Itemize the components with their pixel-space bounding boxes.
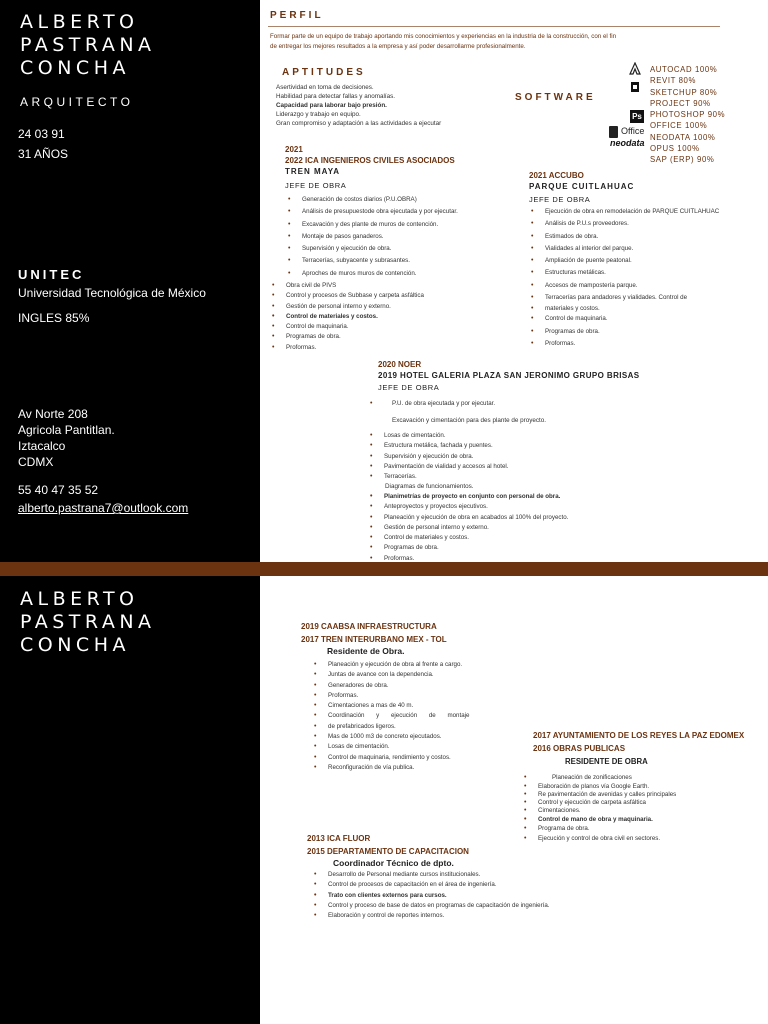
list-item: • Terracerías, subyacente y subrasantes. — [286, 255, 458, 267]
list-item: • Programas de obra. — [270, 332, 424, 342]
galeria-year: 2020 NOER — [378, 360, 422, 369]
list-item: • Accesos de mampostería parque. — [529, 280, 719, 292]
list-item: • Supervisión y ejecución de obra. — [286, 243, 458, 255]
list-item: • Control de maquinaria. — [270, 322, 424, 332]
sidebar — [0, 0, 260, 1024]
age: 31 AÑOS — [18, 147, 69, 161]
list-item: • Control de materiales y costos. — [270, 312, 424, 322]
list-item: • Supervisión y ejecución de obra. — [368, 452, 509, 462]
office-icon — [609, 125, 649, 149]
aptitude-item: Habilidad para detectar fallas y anomalías. — [276, 93, 396, 100]
list-item: • Planeación de zonificaciones — [522, 773, 676, 783]
list-item: • Coordinación y ejecución de montaje — [312, 711, 469, 721]
list-item: • Análisis de P.U.s proveedores. — [529, 218, 719, 230]
address-line-3: Iztacalco — [18, 439, 66, 453]
reyes-list — [522, 773, 676, 844]
aptitude-item: Asertividad en toma de decisiones. — [276, 84, 374, 91]
address-line-1: Av Norte 208 — [18, 407, 88, 421]
list-item: • Programa de obra. — [522, 824, 676, 833]
ica-year: 2021 — [285, 145, 303, 154]
aptitudes-title: APTITUDES — [282, 67, 366, 78]
phone: 55 40 47 35 52 — [18, 483, 99, 497]
list-item: • Planeación y ejecución de obra en acabados al 100% del proyecto. — [368, 513, 568, 523]
list-item: • Control de maquinaria, rendimiento y costos. — [312, 753, 469, 763]
list-item: • Vialidades al interior del parque. — [529, 243, 719, 255]
list-item: • Gestión de personal interno y externo. — [270, 302, 424, 312]
neodata-label: neodata — [610, 138, 645, 148]
list-item-cont: • de prefabricados ligeros. — [312, 722, 469, 732]
ica-project: TREN MAYA — [285, 167, 341, 176]
aptitude-item: Liderazgo y trabajo en equipo. — [276, 111, 361, 118]
fluor-company: 2015 DEPARTAMENTO DE CAPACITACION — [307, 847, 469, 856]
perfil-text-2: de entregar los mejores resultados a la empresa y así poder desarrollarme profesionalmente. — [270, 43, 526, 50]
list-item: • Losas de cimentación. — [312, 742, 469, 752]
list-item: • Generación de costos diarios (P.U.OBRA) — [286, 194, 458, 206]
caabsa-header — [301, 621, 447, 657]
list-item: • Ejecución de obra en remodelación de PARQUE CUITLAHUAC — [529, 206, 719, 218]
list-item: • Mas de 1000 m3 de concreto ejecutados. — [312, 732, 469, 742]
list-item: • Control de materiales y costos. — [368, 533, 568, 543]
galeria-item-dash: Diagramas de funcionamientos. — [385, 483, 474, 490]
software-item: NEODATA 100% — [650, 132, 716, 142]
list-item: • Proformas. — [270, 343, 424, 353]
list-item: • Proformas. — [529, 338, 719, 350]
ica-position: JEFE DE OBRA — [285, 181, 347, 190]
list-item: • Cimentaciones. — [522, 807, 676, 815]
list-item: • Elaboración de planos vía Google Earth. — [522, 783, 676, 791]
list-item: • Juntas de avance con la dependencia. — [312, 670, 469, 680]
software-item: SAP (ERP) 90% — [650, 155, 715, 165]
list-item: • P.U. de obra ejecutada y por ejecutar. — [368, 398, 495, 410]
school-abbr: UNITEC — [18, 267, 85, 282]
aptitude-item: Gran compromiso y adaptación a las actividades a ejecutar — [276, 120, 442, 127]
divider-band — [0, 562, 768, 576]
list-item: • Terracerías. — [368, 472, 509, 482]
list-item: • Control y procesos de Subbase y carpeta asfáltica — [270, 291, 424, 301]
list-item: • Estructura metálica, fachada y puentes. — [368, 441, 509, 451]
list-item: • Planeación y ejecución de obra al frente a cargo. — [312, 660, 469, 670]
office-label: Office — [621, 126, 645, 136]
galeria-position: JEFE DE OBRA — [378, 383, 440, 392]
sketchup-icon — [628, 80, 642, 94]
list-item: • Control y ejecución de carpeta asfáltica — [522, 799, 676, 807]
name-line-1-page-2: ALBERTO — [20, 588, 139, 610]
list-item: • Anteproyectos y proyectos ejecutivos. — [368, 502, 568, 512]
name-line-2: PASTRANA — [20, 34, 156, 56]
list-item: • Elaboración y control de reportes internos. — [312, 911, 550, 921]
caabsa-year: 2019 CAABSA INFRAESTRUCTURA — [301, 622, 437, 631]
list-item: • Cimentaciones a mas de 40 m. — [312, 701, 469, 711]
reyes-year: 2017 AYUNTAMIENTO DE LOS REYES LA PAZ EDOMEX — [533, 731, 745, 740]
list-item: • Ejecución y control de obra civil en sectores. — [522, 833, 676, 844]
address-line-2: Agricola Pantitlan. — [18, 423, 115, 437]
software-item: OFFICE 100% — [650, 121, 708, 131]
list-item: • Generadores de obra. — [312, 681, 469, 691]
list-item: • Programas de obra. — [368, 543, 568, 553]
list-item: • Losas de cimentación. — [368, 431, 509, 441]
reyes-header — [533, 730, 744, 768]
software-item: PHOTOSHOP 90% — [650, 110, 726, 120]
list-item: • Programas de obra. — [529, 326, 719, 338]
birth-date: 24 03 91 — [18, 127, 65, 141]
galeria-list — [368, 431, 509, 482]
perfil-rule — [268, 26, 720, 27]
software-item: OPUS 100% — [650, 144, 700, 154]
software-item: PROJECT 90% — [650, 98, 711, 108]
accubo-header — [529, 170, 634, 205]
galeria-header — [378, 359, 640, 393]
accubo-list — [529, 206, 719, 350]
email-link[interactable]: alberto.pastrana7@outlook.com — [18, 501, 189, 515]
software-item: SKETCHUP 80% — [650, 87, 718, 97]
list-item: • Proformas. — [312, 691, 469, 701]
school-name: Universidad Tecnológica de México — [18, 286, 206, 300]
list-item: • Control de mano de obra y maquinaria. — [522, 815, 676, 824]
list-item: • Estimados de obra. — [529, 231, 719, 243]
name-line-3-page-2: CONCHA — [20, 634, 130, 656]
office-logo-icon — [609, 126, 618, 138]
list-item: • Montaje de pasos ganaderos. — [286, 231, 458, 243]
reyes-position: RESIDENTE DE OBRA — [565, 757, 648, 766]
galeria-list-2 — [368, 492, 568, 564]
software-item: REVIT 80% — [650, 76, 696, 86]
address-line-4: CDMX — [18, 455, 54, 469]
list-item: • Pavimentación de vialidad y accesos al hotel. — [368, 462, 509, 472]
galeria-item-second: Excavación y cimentación para des plante de proyecto. — [392, 417, 547, 424]
fluor-header — [307, 833, 469, 869]
list-item-cont: • materiales y costos. — [529, 304, 719, 313]
role-title: ARQUITECTO — [20, 95, 134, 109]
fluor-position: Coordinador Técnico de dpto. — [333, 858, 454, 868]
galeria-company: 2019 HOTEL GALERIA PLAZA SAN JERONIMO GRUPO BRISAS — [378, 371, 640, 380]
ica-company: 2022 ICA INGENIEROS CIVILES ASOCIADOS — [285, 156, 455, 165]
list-item: • Re pavimentación de avenidas y calles principales — [522, 791, 676, 799]
list-item: • Desarrollo de Personal mediante cursos institucionales. — [312, 870, 550, 880]
list-item: • Ampliación de puente peatonal. — [529, 255, 719, 267]
accubo-position: JEFE DE OBRA — [529, 195, 591, 204]
name-line-1: ALBERTO — [20, 11, 139, 33]
list-item: • Proformas. — [368, 554, 568, 564]
fluor-list — [312, 870, 550, 921]
list-item: • Control de maquinaria. — [529, 313, 719, 325]
software-title: SOFTWARE — [515, 92, 596, 103]
ica-header — [285, 144, 455, 191]
list-item: • Gestión de personal interno y externo. — [368, 523, 568, 533]
list-item: • Obra civil de PIVS — [270, 281, 424, 291]
list-item: • Aproches de muros muros de contención. — [286, 268, 458, 280]
accubo-project: PARQUE CUITLAHUAC — [529, 182, 635, 191]
autocad-icon — [628, 62, 642, 76]
reyes-company: 2016 OBRAS PUBLICAS — [533, 744, 626, 753]
list-item: • Trato con clientes externos para cursos. — [312, 891, 550, 901]
list-item: • Reconfiguración de vía publica. — [312, 763, 469, 773]
software-list — [650, 64, 725, 166]
list-item: • Estructuras metálicas. — [529, 267, 719, 279]
photoshop-icon: Ps — [630, 110, 644, 123]
list-item: • Excavación y des plante de muros de contención. — [286, 219, 458, 231]
english-level: INGLES 85% — [18, 311, 90, 325]
fluor-year: 2013 ICA FLUOR — [307, 834, 371, 843]
accubo-company: 2021 ACCUBO — [529, 171, 584, 180]
aptitude-item: Capacidad para laborar bajo presión. — [276, 102, 387, 109]
caabsa-position: Residente de Obra. — [327, 646, 405, 656]
aptitudes-list — [276, 83, 441, 128]
list-item: • Planimetrías de proyecto en conjunto con personal de obra. — [368, 492, 568, 502]
caabsa-company: 2017 TREN INTERURBANO MEX - TOL — [301, 635, 447, 644]
list-item: • Control de procesos de capacitación en el área de ingeniería. — [312, 880, 550, 890]
name-line-3: CONCHA — [20, 57, 130, 79]
ica-list-b — [270, 281, 424, 353]
perfil-text-1: Formar parte de un equipo de trabajo aportando mis conocimientos y experiencias en la industria de la construcción, con el fin — [270, 33, 617, 40]
list-item: • Control y proceso de base de datos en programas de capacitación de ingeniería. — [312, 901, 550, 911]
caabsa-list — [312, 660, 469, 773]
galeria-list-top — [368, 398, 495, 410]
perfil-title: PERFIL — [270, 10, 324, 21]
list-item: • Terracerías para andadores y vialidades. Control de — [529, 292, 719, 304]
list-item: • Análisis de presupuestode obra ejecutada y por ejecutar. — [286, 206, 458, 218]
ica-list-a — [286, 194, 458, 280]
software-item: AUTOCAD 100% — [650, 65, 718, 74]
name-line-2-page-2: PASTRANA — [20, 611, 156, 633]
